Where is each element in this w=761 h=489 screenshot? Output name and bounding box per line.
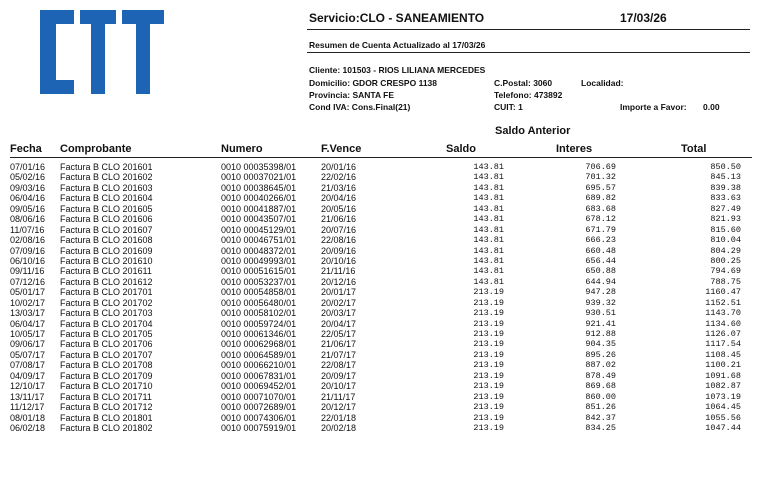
table-row <box>0 350 761 360</box>
cell-comprobante: Factura B CLO 201612 <box>60 276 153 287</box>
cell-saldo: 213.19 <box>473 360 504 371</box>
iva-condition: Cond IVA: Cons.Final(21) <box>309 102 411 112</box>
summary-title: Resumen de Cuenta Actualizado al 17/03/26 <box>309 40 486 50</box>
cell-total: 1117.54 <box>705 339 741 350</box>
cell-vence: 21/07/17 <box>321 349 357 360</box>
table-row <box>0 235 761 245</box>
cell-fecha: 07/01/16 <box>10 162 46 172</box>
cell-interes: 921.41 <box>585 318 616 329</box>
cell-numero: 0010 00069452/01 <box>221 381 297 392</box>
cell-interes: 706.69 <box>585 162 616 172</box>
cell-comprobante: Factura B CLO 201801 <box>60 412 153 423</box>
cell-vence: 22/08/16 <box>321 235 357 246</box>
cell-fecha: 12/10/17 <box>10 381 46 392</box>
cell-vence: 21/06/16 <box>321 214 357 225</box>
cell-vence: 20/02/18 <box>321 422 357 433</box>
cell-total: 845.13 <box>710 172 741 183</box>
cell-interes: 695.57 <box>585 182 616 193</box>
cell-interes: 683.68 <box>585 203 616 214</box>
cell-numero: 0010 00037021/01 <box>221 172 297 183</box>
cell-total: 815.60 <box>710 224 741 235</box>
cell-interes: 912.88 <box>585 329 616 339</box>
cell-comprobante: Factura B CLO 201602 <box>60 172 153 183</box>
cell-fecha: 09/03/16 <box>10 182 46 193</box>
cell-total: 1055.56 <box>705 412 741 423</box>
cell-comprobante: Factura B CLO 201802 <box>60 422 153 433</box>
cell-saldo: 143.81 <box>473 224 504 235</box>
table-row <box>0 339 761 349</box>
cell-total: 1100.21 <box>705 360 741 371</box>
cell-total: 804.29 <box>710 245 741 256</box>
cell-vence: 20/01/16 <box>321 162 357 172</box>
cell-interes: 939.32 <box>585 297 616 308</box>
cell-saldo: 213.19 <box>473 391 504 402</box>
cell-saldo: 213.19 <box>473 297 504 308</box>
table-row <box>0 193 761 203</box>
cell-comprobante: Factura B CLO 201611 <box>60 266 152 277</box>
col-header-vence: F.Vence <box>321 143 362 155</box>
cell-fecha: 13/11/17 <box>10 391 45 402</box>
cell-vence: 21/06/17 <box>321 339 357 350</box>
cell-fecha: 08/01/18 <box>10 412 46 423</box>
cell-fecha: 06/02/18 <box>10 422 46 433</box>
cell-numero: 0010 00053237/01 <box>221 276 297 287</box>
cell-numero: 0010 00071070/01 <box>221 391 297 402</box>
cell-total: 1082.87 <box>705 381 741 392</box>
cell-vence: 20/10/17 <box>321 381 357 392</box>
cell-interes: 660.48 <box>585 245 616 256</box>
cell-comprobante: Factura B CLO 201604 <box>60 193 153 204</box>
header-divider <box>307 29 750 30</box>
cell-total: 1047.44 <box>705 422 741 433</box>
cell-interes: 650.88 <box>585 266 616 277</box>
table-row <box>0 225 761 235</box>
cell-numero: 0010 00066210/01 <box>221 360 297 371</box>
cell-vence: 22/08/17 <box>321 360 357 371</box>
cell-fecha: 07/12/16 <box>10 276 46 287</box>
cell-saldo: 213.19 <box>473 318 504 329</box>
table-row <box>0 402 761 412</box>
cell-total: 1064.45 <box>705 402 741 413</box>
table-row <box>0 162 761 172</box>
cuit-info: CUIT: 1 <box>494 102 523 112</box>
cell-total: 1126.07 <box>705 329 741 339</box>
cell-numero: 0010 00035398/01 <box>221 162 297 172</box>
cell-saldo: 213.19 <box>473 381 504 392</box>
cell-interes: 666.23 <box>585 235 616 246</box>
cell-comprobante: Factura B CLO 201707 <box>60 349 153 360</box>
cell-fecha: 08/06/16 <box>10 214 46 225</box>
cell-numero: 0010 00038645/01 <box>221 182 297 193</box>
cell-comprobante: Factura B CLO 201603 <box>60 182 153 193</box>
cell-numero: 0010 00061346/01 <box>221 329 297 339</box>
cell-saldo: 143.81 <box>473 235 504 246</box>
col-header-saldo: Saldo <box>446 143 476 155</box>
cell-interes: 834.25 <box>585 422 616 433</box>
cell-saldo: 143.81 <box>473 162 504 172</box>
cell-saldo: 213.19 <box>473 370 504 381</box>
cell-numero: 0010 00064589/01 <box>221 349 297 360</box>
cell-fecha: 09/06/17 <box>10 339 46 350</box>
cell-numero: 0010 00067831/01 <box>221 370 297 381</box>
cell-interes: 869.68 <box>585 381 616 392</box>
cell-comprobante: Factura B CLO 201609 <box>60 245 153 256</box>
cell-interes: 904.35 <box>585 339 616 350</box>
cell-fecha: 07/08/17 <box>10 360 46 371</box>
cell-interes: 656.44 <box>585 255 616 266</box>
cell-comprobante: Factura B CLO 201709 <box>60 370 153 381</box>
table-row <box>0 172 761 182</box>
cell-comprobante: Factura B CLO 201702 <box>60 297 153 308</box>
cell-fecha: 11/07/16 <box>10 224 45 235</box>
cell-numero: 0010 00059724/01 <box>221 318 297 329</box>
postal-code: C.Postal: 3060 <box>494 78 553 88</box>
company-logo <box>30 2 170 100</box>
cell-saldo: 213.19 <box>473 402 504 413</box>
table-row <box>0 413 761 423</box>
cell-vence: 22/02/16 <box>321 172 357 183</box>
cell-fecha: 06/04/16 <box>10 193 46 204</box>
cell-total: 839.38 <box>710 182 741 193</box>
cell-interes: 689.82 <box>585 193 616 204</box>
cell-total: 1143.70 <box>705 308 741 319</box>
cell-saldo: 143.81 <box>473 203 504 214</box>
cell-total: 1073.19 <box>705 391 741 402</box>
cell-saldo: 213.19 <box>473 329 504 339</box>
cell-interes: 842.37 <box>585 412 616 423</box>
cell-fecha: 02/08/16 <box>10 235 46 246</box>
table-row <box>0 329 761 339</box>
cell-vence: 20/09/17 <box>321 370 357 381</box>
cell-comprobante: Factura B CLO 201706 <box>60 339 153 350</box>
cell-fecha: 05/07/17 <box>10 349 46 360</box>
table-row <box>0 308 761 318</box>
cell-total: 821.93 <box>710 214 741 225</box>
cell-vence: 20/12/16 <box>321 276 357 287</box>
cell-comprobante: Factura B CLO 201710 <box>60 381 153 392</box>
cell-interes: 860.00 <box>585 391 616 402</box>
cell-saldo: 143.81 <box>473 193 504 204</box>
cell-total: 788.75 <box>710 276 741 287</box>
cell-vence: 21/11/17 <box>321 391 356 402</box>
cell-fecha: 05/01/17 <box>10 287 46 298</box>
cell-saldo: 213.19 <box>473 422 504 433</box>
table-row <box>0 298 761 308</box>
cell-comprobante: Factura B CLO 201705 <box>60 329 153 339</box>
cell-total: 1091.68 <box>705 370 741 381</box>
cell-interes: 878.49 <box>585 370 616 381</box>
cell-interes: 678.12 <box>585 214 616 225</box>
cell-vence: 20/04/16 <box>321 193 357 204</box>
cell-comprobante: Factura B CLO 201708 <box>60 360 153 371</box>
cell-comprobante: Factura B CLO 201605 <box>60 203 153 214</box>
table-row <box>0 381 761 391</box>
cell-comprobante: Factura B CLO 201601 <box>60 162 153 172</box>
cell-total: 810.04 <box>710 235 741 246</box>
table-header-divider <box>10 157 752 158</box>
cell-comprobante: Factura B CLO 201711 <box>60 391 152 402</box>
address-info: Domicilio: GDOR CRESPO 1138 <box>309 78 438 88</box>
table-row <box>0 423 761 433</box>
cell-fecha: 06/04/17 <box>10 318 46 329</box>
table-row <box>0 371 761 381</box>
table-row <box>0 319 761 329</box>
cell-saldo: 213.19 <box>473 339 504 350</box>
cell-saldo: 143.81 <box>473 182 504 193</box>
cell-total: 833.63 <box>710 193 741 204</box>
header-divider-2 <box>307 52 750 53</box>
cell-vence: 21/11/16 <box>321 266 356 277</box>
client-info: Cliente: 101503 - RIOS LILIANA MERCEDES <box>309 65 486 75</box>
cell-comprobante: Factura B CLO 201703 <box>60 308 153 319</box>
cell-numero: 0010 00054858/01 <box>221 287 297 298</box>
header-date: 17/03/26 <box>620 11 667 25</box>
cell-numero: 0010 00074306/01 <box>221 412 297 423</box>
cell-vence: 20/07/16 <box>321 224 357 235</box>
cell-numero: 0010 00040266/01 <box>221 193 297 204</box>
cell-numero: 0010 00062968/01 <box>221 339 297 350</box>
cell-vence: 20/01/17 <box>321 287 357 298</box>
table-row <box>0 392 761 402</box>
table-row <box>0 214 761 224</box>
cell-interes: 947.28 <box>585 287 616 298</box>
cell-saldo: 213.19 <box>473 287 504 298</box>
cell-comprobante: Factura B CLO 201610 <box>60 255 153 266</box>
favor-amount-label: Importe a Favor: <box>620 102 687 112</box>
cell-total: 1134.60 <box>705 318 741 329</box>
cell-comprobante: Factura B CLO 201606 <box>60 214 153 225</box>
table-row <box>0 183 761 193</box>
col-header-comprobante: Comprobante <box>60 143 132 155</box>
cell-saldo: 143.81 <box>473 266 504 277</box>
cell-vence: 20/12/17 <box>321 402 357 413</box>
cell-interes: 701.32 <box>585 172 616 183</box>
cell-total: 1160.47 <box>705 287 741 298</box>
col-header-interes: Interes <box>556 143 593 155</box>
service-title: Servicio:CLO - SANEAMIENTO <box>309 11 485 25</box>
cell-fecha: 13/03/17 <box>10 308 46 319</box>
cell-comprobante: Factura B CLO 201704 <box>60 318 153 329</box>
cell-fecha: 09/11/16 <box>10 266 45 277</box>
cell-fecha: 10/05/17 <box>10 329 46 339</box>
cell-numero: 0010 00048372/01 <box>221 245 297 256</box>
cell-vence: 20/09/16 <box>321 245 357 256</box>
cell-fecha: 05/02/16 <box>10 172 46 183</box>
locality-label: Localidad: <box>581 78 624 88</box>
table-row <box>0 287 761 297</box>
cell-comprobante: Factura B CLO 201607 <box>60 224 153 235</box>
cell-saldo: 213.19 <box>473 349 504 360</box>
cell-numero: 0010 00049993/01 <box>221 255 297 266</box>
cell-vence: 20/10/16 <box>321 255 357 266</box>
cell-numero: 0010 00058102/01 <box>221 308 297 319</box>
cell-comprobante: Factura B CLO 201712 <box>60 402 153 413</box>
cell-fecha: 10/02/17 <box>10 297 46 308</box>
cell-total: 850.50 <box>710 162 741 172</box>
cell-vence: 20/02/17 <box>321 297 357 308</box>
cell-numero: 0010 00046751/01 <box>221 235 297 246</box>
cell-numero: 0010 00051615/01 <box>221 266 297 277</box>
cell-vence: 22/01/18 <box>321 412 357 423</box>
col-header-numero: Numero <box>221 143 263 155</box>
cell-saldo: 143.81 <box>473 245 504 256</box>
cell-interes: 644.94 <box>585 276 616 287</box>
cell-total: 827.49 <box>710 203 741 214</box>
cell-numero: 0010 00043507/01 <box>221 214 297 225</box>
cell-saldo: 143.81 <box>473 172 504 183</box>
cell-interes: 895.26 <box>585 349 616 360</box>
cell-vence: 21/03/16 <box>321 182 357 193</box>
cell-fecha: 09/05/16 <box>10 203 46 214</box>
cell-vence: 20/05/16 <box>321 203 357 214</box>
cell-interes: 851.26 <box>585 402 616 413</box>
table-row <box>0 360 761 370</box>
table-row <box>0 266 761 276</box>
cell-saldo: 143.81 <box>473 214 504 225</box>
cell-fecha: 07/09/16 <box>10 245 46 256</box>
favor-amount-value: 0.00 <box>703 102 720 112</box>
cell-saldo: 213.19 <box>473 412 504 423</box>
cell-total: 1108.45 <box>705 349 741 360</box>
cell-vence: 22/05/17 <box>321 329 357 339</box>
cell-total: 794.69 <box>710 266 741 277</box>
col-header-total: Total <box>681 143 707 155</box>
cell-interes: 887.02 <box>585 360 616 371</box>
cell-numero: 0010 00072689/01 <box>221 402 297 413</box>
cell-interes: 671.79 <box>585 224 616 235</box>
cell-numero: 0010 00045129/01 <box>221 224 297 235</box>
cell-saldo: 213.19 <box>473 308 504 319</box>
cell-fecha: 04/09/17 <box>10 370 46 381</box>
cell-interes: 930.51 <box>585 308 616 319</box>
cell-saldo: 143.81 <box>473 276 504 287</box>
col-header-fecha: Fecha <box>10 143 42 155</box>
table-row <box>0 256 761 266</box>
cell-numero: 0010 00041887/01 <box>221 203 297 214</box>
phone-info: Telefono: 473892 <box>494 90 563 100</box>
cell-vence: 20/03/17 <box>321 308 357 319</box>
table-row <box>0 246 761 256</box>
account-table-body <box>0 162 761 433</box>
cell-vence: 20/04/17 <box>321 318 357 329</box>
cell-comprobante: Factura B CLO 201608 <box>60 235 153 246</box>
cell-fecha: 11/12/17 <box>10 402 45 413</box>
cell-total: 1152.51 <box>705 297 741 308</box>
cell-comprobante: Factura B CLO 201701 <box>60 287 153 298</box>
province-info: Provincia: SANTA FE <box>309 90 395 100</box>
cell-saldo: 143.81 <box>473 255 504 266</box>
cell-numero: 0010 00056480/01 <box>221 297 297 308</box>
cell-numero: 0010 00075919/01 <box>221 422 297 433</box>
cell-fecha: 06/10/16 <box>10 255 46 266</box>
table-row <box>0 277 761 287</box>
cell-total: 800.25 <box>710 255 741 266</box>
previous-balance-title: Saldo Anterior <box>495 125 571 137</box>
table-row <box>0 204 761 214</box>
